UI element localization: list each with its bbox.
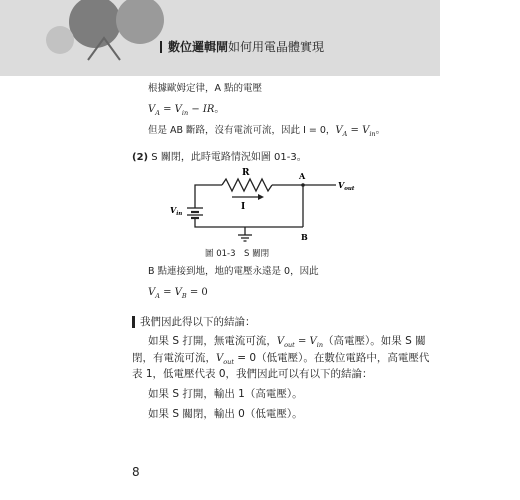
header-decoration: [0, 0, 180, 80]
intro-conclusion-line: 但是 AB 斷路，沒有電流可流，因此 I = 0，$V_A = V_{in}$。: [148, 125, 386, 138]
label-a: A: [299, 171, 306, 181]
conclusion-heading: 我們因此得以下的結論：: [140, 316, 256, 328]
label-b: B: [301, 232, 308, 242]
label-vin: $V_{in}$: [170, 205, 183, 217]
conclusion-item-2: 如果 S 關閉，輸出 0（低電壓）。: [148, 408, 303, 420]
wire-bottom: [195, 217, 303, 227]
deco-circle-mid: [116, 0, 164, 44]
label-i: I: [241, 202, 246, 212]
resistor-symbol: [222, 179, 272, 191]
label-vout: $V_{out}$: [338, 180, 355, 192]
conclusion-line-1: 如果 S 打開，無電流可流，$V_{out} = V_{in}$（高電壓）。如果 S 關: [148, 335, 426, 349]
section-marker: [132, 316, 135, 328]
page-number: 8: [132, 465, 140, 479]
case-2-line: (2) S 關閉，此時電路情況如圖 01-3。: [132, 152, 307, 163]
figure-caption: 圖 01-3 S 關閉: [205, 249, 270, 259]
page-header-title: 數位邏輯閘如何用電晶體實現: [160, 38, 324, 55]
wire-left-top: [195, 185, 222, 208]
equation-va-vb: $V_A = V_B = 0$: [148, 287, 208, 300]
node-a-dot: [301, 183, 305, 187]
intro-line: 根據歐姆定律，A 點的電壓: [148, 83, 263, 94]
ground-explanation-line: B 點連接到地，地的電壓永遠是 0，因此: [148, 266, 319, 277]
conclusion-line-3: 表 1，低電壓代表 0，我們因此可以有以下的結論：: [132, 368, 373, 380]
label-r: R: [242, 168, 250, 178]
deco-circle-dark: [69, 0, 121, 48]
conclusion-line-2: 閉，有電流可流，$V_{out} = 0$（低電壓）。在數位電路中，高電壓代: [132, 352, 430, 366]
conclusion-item-1: 如果 S 打開，輸出 1（高電壓）。: [148, 388, 303, 400]
deco-circle-light: [46, 26, 74, 54]
current-arrow-head: [258, 194, 264, 200]
equation-va: $V_A = V_{in}$ − IR。: [148, 104, 225, 117]
